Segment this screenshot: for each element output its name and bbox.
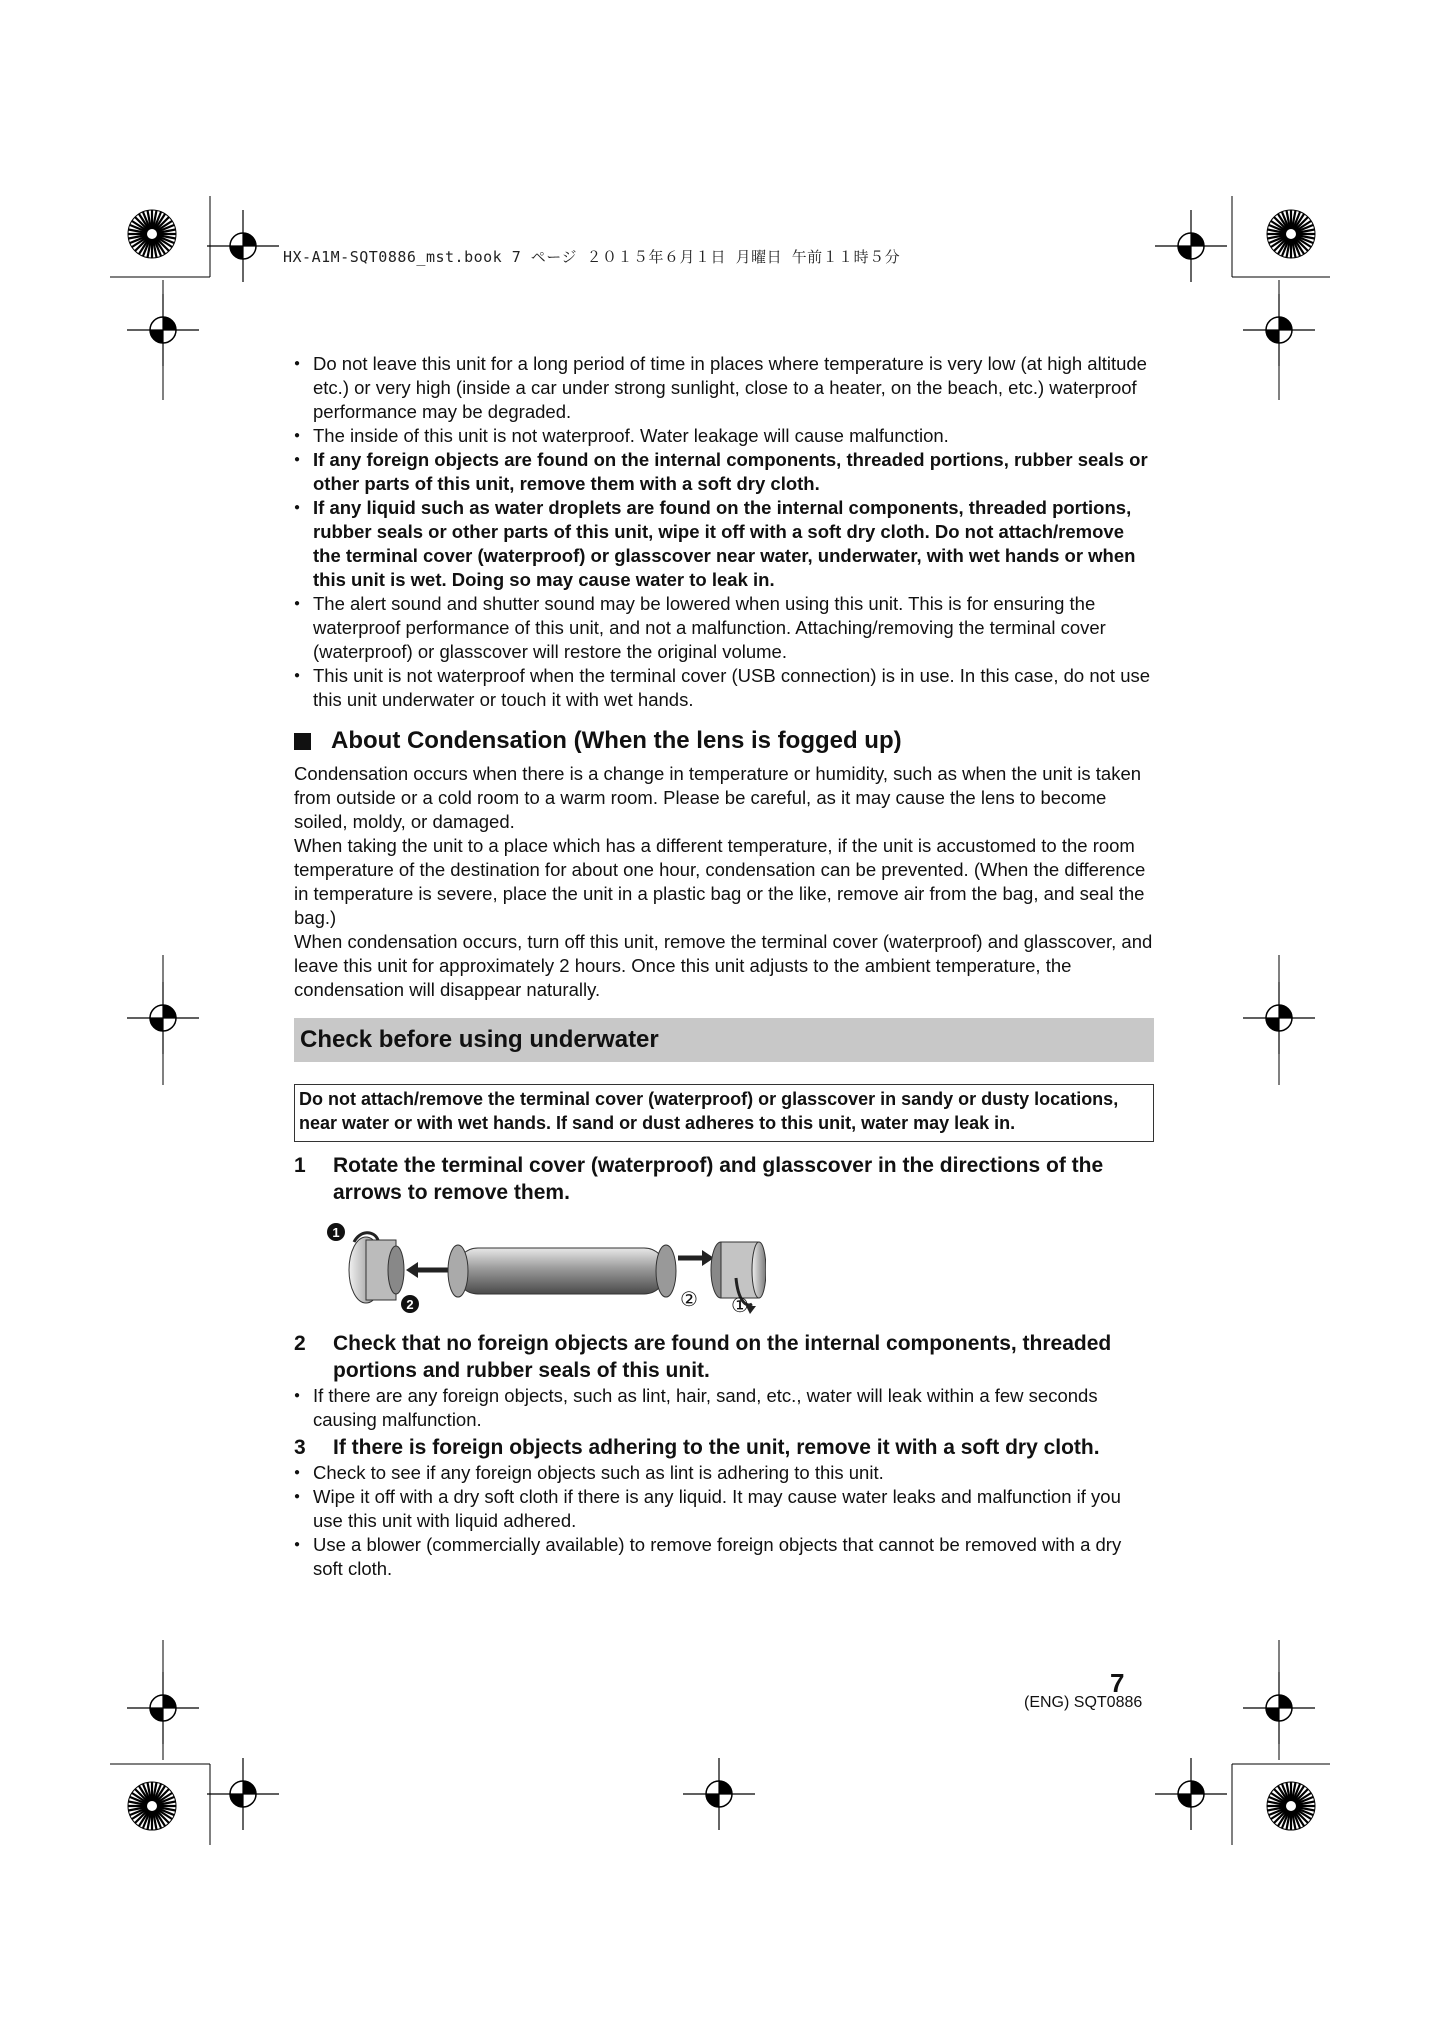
condensation-paragraph-2: When taking the unit to a place which has a different temperature, if the unit is accustomed to the room temperature of the destination for about one hour, condensation can be prevented. (When the difference in temperature is severe, place the unit in a plastic bag or the like, remove air from the bag, and seal the bag.) <box>294 835 1146 928</box>
list-item: ● This unit is not waterproof when the terminal cover (USB connection) is in use. In this case, do not use this unit underwater or touch it with wet hands. <box>294 664 1154 712</box>
step-number: 1 <box>294 1154 306 1177</box>
book-header-line: HX-A1M-SQT0886_mst.book 7 ページ ２０１５年６月１日 月曜日 午前１１時５分 <box>283 248 901 266</box>
underwater-section-bar <box>294 1018 1154 1062</box>
step-text: Check that no foreign objects are found on the internal components, threaded portions and rubber seals of this unit. <box>333 1332 1112 1382</box>
figure-label-black-2: 2 <box>406 1297 414 1312</box>
step-text: If there is foreign objects adhering to the unit, remove it with a soft dry cloth. <box>333 1436 1100 1459</box>
step-text: Rotate the terminal cover (waterproof) and glasscover in the directions of the arrows to remove them. <box>333 1154 1104 1204</box>
document-code: (ENG) SQT0886 <box>1024 1694 1143 1711</box>
list-item: ● The inside of this unit is not waterproof. Water leakage will cause malfunction. <box>294 424 1154 448</box>
condensation-paragraph-1: Condensation occurs when there is a change in temperature or humidity, such as when the unit is taken from outside or a cold room to a warm room. Please be careful, as it may cause the lens to become soiled, moldy, or damaged. <box>294 763 1142 832</box>
condensation-paragraph-3: When condensation occurs, turn off this unit, remove the terminal cover (waterproof) and glasscover, and leave this unit for approximately 2 hours. Once this unit adjusts to the ambient temperature, the condensation will disappear naturally. <box>294 931 1153 1000</box>
step-1 <box>294 1152 1154 1206</box>
list-item: ● Do not leave this unit for a long period of time in places where temperature is very low (at high altitude etc.) or very high (inside a car under strong sunlight, close to a heater, on the beach, etc.) waterproof performance may be degraded. <box>294 352 1154 424</box>
list-item: ● If any liquid such as water droplets are found on the internal components, threaded portions, rubber seals or other parts of this unit, wipe it off with a soft dry cloth. Do not attach/remove the terminal cover (waterproof) or glasscover near water, underwater, with wet hands or when this unit is wet. Doing so may cause water to leak in. <box>294 496 1154 592</box>
condensation-heading <box>294 726 1154 756</box>
underwater-title: Check before using underwater <box>300 1026 659 1053</box>
condensation-title: About Condensation (When the lens is fogged up) <box>331 727 902 754</box>
figure-label-circled-2: ② <box>680 1287 698 1311</box>
camera-illustration <box>326 1220 766 1320</box>
warning-box: Do not attach/remove the terminal cover (waterproof) or glasscover in sandy or dusty locations, near water or with wet hands. If sand or dust adheres to this unit, water may leak in. <box>294 1084 1154 1142</box>
list-item: ● If there are any foreign objects, such as lint, hair, sand, etc., water will leak within a few seconds causing malfunction. <box>294 1384 1154 1432</box>
list-item: ● Check to see if any foreign objects such as lint is adhering to this unit. <box>294 1461 1154 1485</box>
square-bullet-icon <box>294 733 311 750</box>
figure-label-circled-1: ① <box>731 1293 749 1317</box>
list-item: ● Wipe it off with a dry soft cloth if there is any liquid. It may cause water leaks and malfunction if you use this unit with liquid adhered. <box>294 1485 1154 1533</box>
step-number: 2 <box>294 1332 306 1355</box>
list-item: ● The alert sound and shutter sound may be lowered when using this unit. This is for ensuring the waterproof performance of this unit, and not a malfunction. Attaching/removing the terminal cover (waterproof) or glasscover will restore the original volume. <box>294 592 1154 664</box>
page-content <box>294 352 1154 1581</box>
bullet-list-top <box>294 352 1154 712</box>
list-item: ● If any foreign objects are found on the internal components, threaded portions, rubber seals or other parts of this unit, remove them with a soft dry cloth. <box>294 448 1154 496</box>
step-number: 3 <box>294 1436 306 1459</box>
step-2 <box>294 1330 1154 1384</box>
list-item: ● Use a blower (commercially available) to remove foreign objects that cannot be removed with a dry soft cloth. <box>294 1533 1154 1581</box>
page-number: 7 <box>1110 1668 1125 1698</box>
figure-label-black-1: 1 <box>332 1225 340 1240</box>
camera-disassembly-figure <box>326 1220 766 1320</box>
step-3 <box>294 1434 1154 1461</box>
